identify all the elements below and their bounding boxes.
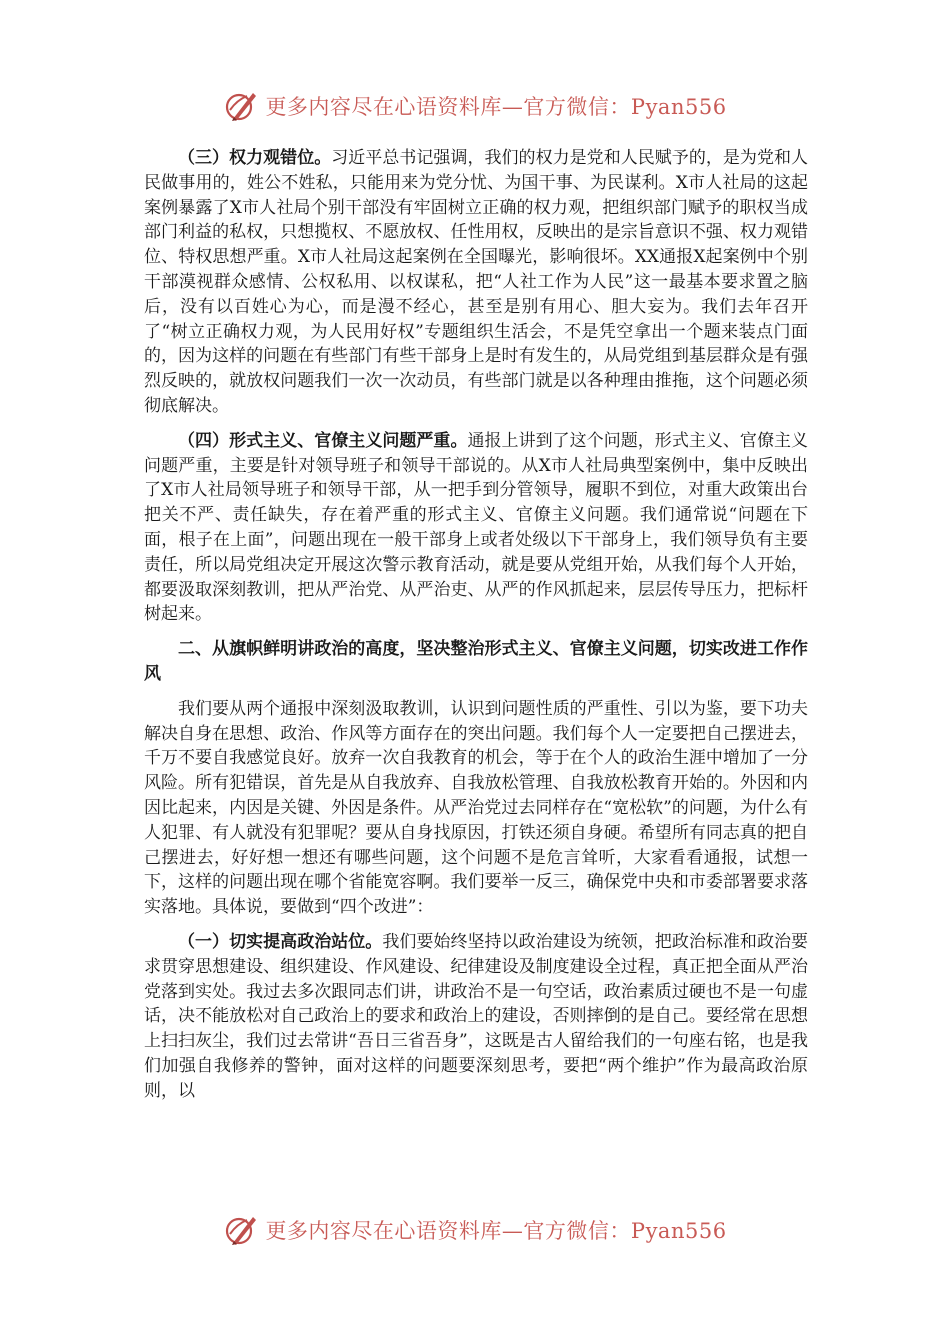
paragraph-political-stance xyxy=(144,930,808,1104)
section-heading-two xyxy=(144,637,808,687)
pen-logo-icon xyxy=(223,1212,259,1248)
header-watermark xyxy=(0,86,950,126)
watermark-text: 更多内容尽在心语资料库—官方微信：Pyan556 xyxy=(265,1219,727,1243)
subheading-power-view: （三）权力观错位。 xyxy=(178,148,332,168)
document-body xyxy=(144,146,808,1103)
paragraph-power-view xyxy=(144,146,808,419)
subheading-formalism: （四）形式主义、官僚主义问题严重。 xyxy=(178,430,468,451)
pen-logo-icon xyxy=(223,88,259,124)
paragraph-text: 通报上讲到了这个问题，形式主义、官僚主义问题严重，主要是针对领导班子和领导干部说的。从X市人社局典型案例中，集中反映出了X市人社局领导班子和领导干部，从一把手到分管领导，履职不到位，对重大政策出台把关不严、责任缺失，存在着严重的形式主义、官僚主义问题。我们通常说“问题在下面，根子在上面”，问题出现在一般干部身上或者处级以下干部身上，我们领导负有主要责任，所以局党组决定开展这次警示教育活动，就是要从党组开始，从我们每个人开始，都要汲取深刻教训，把从严治党、从严治吏、从严的作风抓起来，层层传导压力，把标杆树起来。 xyxy=(144,430,809,625)
paragraph-lessons xyxy=(144,697,808,920)
paragraph-text: 习近平总书记强调，我们的权力是党和人民赋予的，是为党和人民做事用的，姓公不姓私，只能用来为党分忧、为国干事、为民谋利。X市人社局的这起案例暴露了X市人社局个别干部没有牢固树立正确的权力观，把组织部门赋予的职权当成部门利益的私权，只想揽权、不愿放权、任性用权，反映出的是宗旨意识不强、权力观错位、特权思想严重。X市人社局这起案例在全国曝光，影响很坏。XX通报X起案例中个别干部漠视群众感情、公权私用、以权谋私，把“人社工作为人民”这一最基本要求置之脑后，没有以百姓心为心，而是漫不经心，甚至是别有用心、胆大妄为。我们去年召开了“树立正确权力观，为人民用好权”专题组织生活会，不是凭空拿出一个题来装点门面的，因为这样的问题在有些部门有些干部身上是时有发生的，从局党组到基层群众是有强烈反映的，就放权问题我们一次一次动员，有些部门就是以各种理由推拖，这个问题必须彻底解决。 xyxy=(144,148,808,416)
paragraph-text: 我们要从两个通报中深刻汲取教训，认识到问题性质的严重性、引以为鉴，要下功夫解决自身在思想、政治、作风等方面存在的突出问题。我们每个人一定要把自己摆进去，千万不要自我感觉良好。放弃一次自我教育的机会，等于在个人的政治生涯中增加了一分风险。所有犯错误，首先是从自我放弃、自我放松管理、自我放松教育开始的。外因和内因比起来，内因是关键、外因是条件。从严治党过去同样存在“宽松软”的问题，为什么有人犯罪、有人就没有犯罪呢？要从自身找原因，打铁还须自身硬。希望所有同志真的把自己摆进去，好好想一想还有哪些问题，这个问题不是危言耸听，大家看看通报，试想一下，这样的问题出现在哪个省能宽容啊。我们要举一反三，确保党中央和市委部署要求落实落地。具体说，要做到“四个改进”： xyxy=(144,698,808,918)
watermark-text: 更多内容尽在心语资料库—官方微信：Pyan556 xyxy=(265,95,727,119)
section-heading-text: 二、从旗帜鲜明讲政治的高度，坚决整治形式主义、官僚主义问题，切实改进工作作风 xyxy=(144,639,808,684)
paragraph-text: 我们要始终坚持以政治建设为统领，把政治标准和政治要求贯穿思想建设、组织建设、作风建设、纪律建设及制度建设全过程，真正把全面从严治党落到实处。我过去多次跟同志们讲，讲政治不是一句空话，政治素质过硬也不是一句虚话，决不能放松对自己政治上的要求和政治上的建设，否则摔倒的是自己。要经常在思想上扫扫灰尘，我们过去常讲“吾日三省吾身”，这既是古人留给我们的一句座右铭，也是我们加强自我修养的警钟，面对这样的问题要深刻思考，要把“两个维护”作为最高政治原则，以 xyxy=(144,931,809,1101)
paragraph-formalism xyxy=(144,429,808,627)
footer-watermark xyxy=(0,1210,950,1250)
subheading-political-stance: （一）切实提高政治站位。 xyxy=(178,931,383,952)
